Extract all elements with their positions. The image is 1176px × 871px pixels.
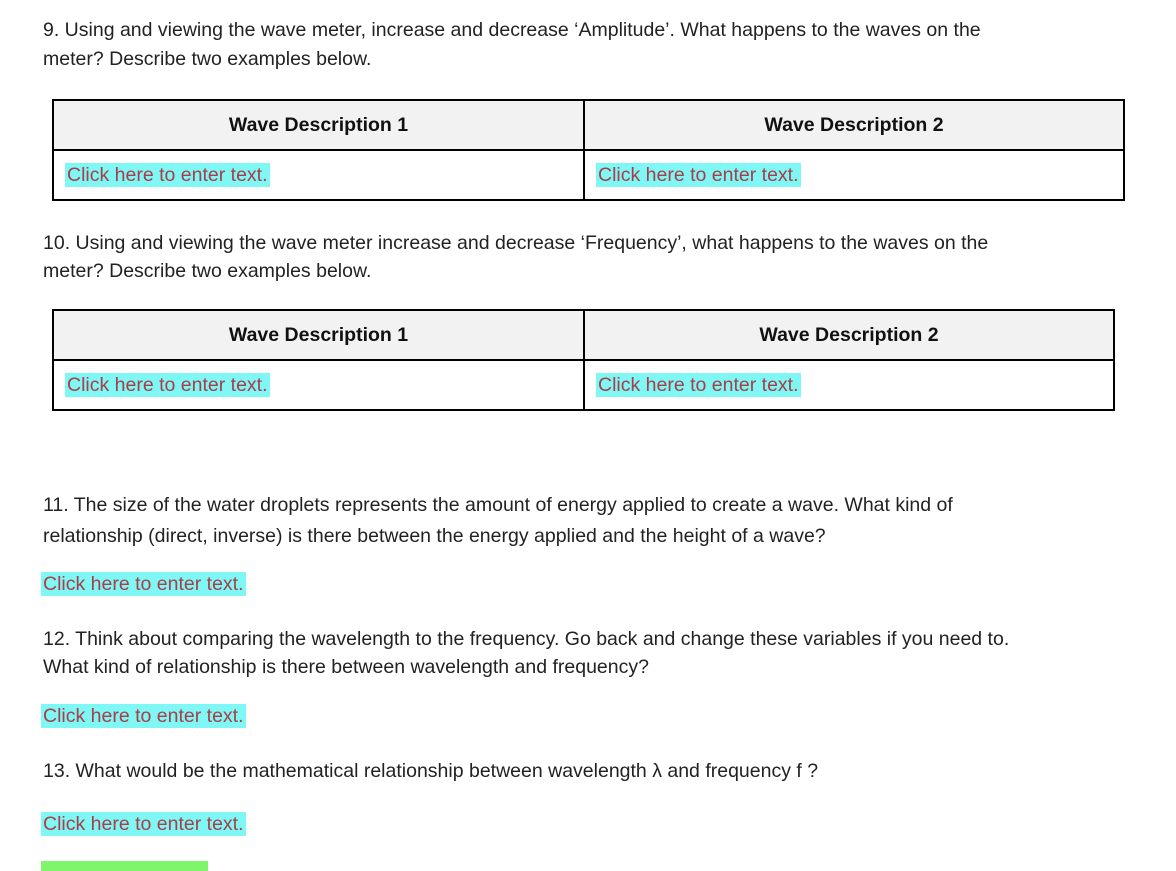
question-10 — [43, 229, 988, 285]
table-row — [53, 150, 1124, 200]
green-highlight-field[interactable] — [41, 861, 208, 871]
question-11 — [43, 490, 953, 552]
question-13-line-1: 13. What would be the mathematical relationship between wavelength λ and frequency f ? — [43, 760, 819, 782]
question-11-line-2: relationship (direct, inverse) is there between the energy applied and the height of a wave? — [43, 525, 826, 547]
question-11-line-1: 11. The size of the water droplets represents the amount of energy applied to create a wave. What kind of — [43, 494, 953, 516]
question-10-line-2: meter? Describe two examples below. — [43, 260, 372, 282]
wave-description-2-cell[interactable] — [584, 360, 1114, 410]
question-12-line-1: 12. Think about comparing the wavelength to the frequency. Go back and change these variables if you need to. — [43, 628, 1010, 650]
question-10-line-1: 10. Using and viewing the wave meter increase and decrease ‘Frequency’, what happens to the waves on the — [43, 232, 989, 254]
text-entry-field[interactable]: Click here to enter text. — [598, 373, 799, 396]
question-13 — [43, 757, 818, 786]
wave-description-1-header: Wave Description 1 — [53, 310, 584, 360]
question-12-line-2: What kind of relationship is there between wavelength and frequency? — [43, 656, 649, 678]
text-entry-field[interactable]: Click here to enter text. — [598, 163, 799, 186]
text-entry-field[interactable]: Click here to enter text. — [67, 373, 268, 396]
question-13-answer — [41, 811, 246, 838]
question-12 — [43, 625, 1009, 681]
text-entry-field[interactable]: Click here to enter text. — [43, 573, 244, 595]
question-9-table — [52, 99, 1125, 201]
wave-description-1-header: Wave Description 1 — [53, 100, 584, 150]
question-12-answer — [41, 703, 246, 730]
table-header-row — [53, 310, 1114, 360]
wave-description-2-header: Wave Description 2 — [584, 310, 1114, 360]
text-entry-field[interactable]: Click here to enter text. — [67, 163, 268, 186]
question-9 — [43, 16, 981, 74]
wave-description-2-header: Wave Description 2 — [584, 100, 1124, 150]
wave-description-1-cell[interactable] — [53, 360, 584, 410]
question-11-answer — [41, 571, 246, 598]
table-row — [53, 360, 1114, 410]
wave-description-1-cell[interactable] — [53, 150, 584, 200]
question-10-table — [52, 309, 1115, 411]
text-entry-field[interactable]: Click here to enter text. — [43, 813, 244, 835]
text-entry-field[interactable]: Click here to enter text. — [43, 705, 244, 727]
question-9-line-2: meter? Describe two examples below. — [43, 48, 372, 70]
question-9-line-1: 9. Using and viewing the wave meter, increase and decrease ‘Amplitude’. What happens to the waves on the — [43, 19, 981, 41]
table-header-row — [53, 100, 1124, 150]
wave-description-2-cell[interactable] — [584, 150, 1124, 200]
